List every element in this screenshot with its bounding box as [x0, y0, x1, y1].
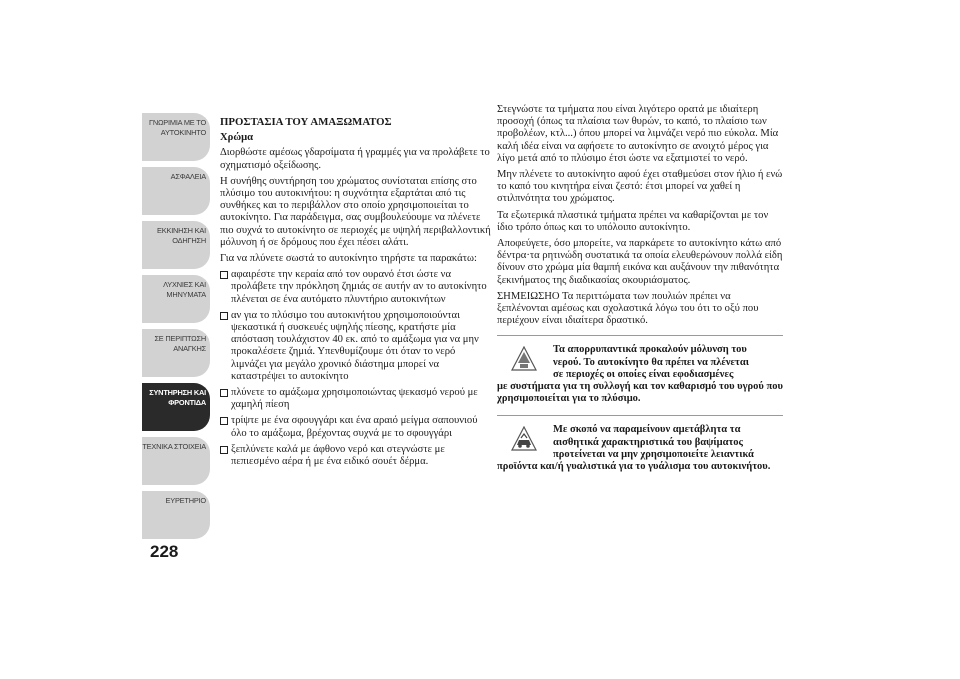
paragraph: Στεγνώστε τα τμήματα που είναι λιγότερο ορατά με ιδιαίτερη προσοχή (όπως τα πλαίσια των θυρών, το καπό, το πλαίσιο των προβολέων, κτλ...) όπου μπορεί να λιμνάζει νερό πιο εύκολα. Μία καλή ιδέα είναι να αφήσετε το αυτοκίνητο σε ανοιχτό μέρος για λίγο μετά από το πλύσιμο έτσι ώστε να εξατμιστεί το νερό. — [497, 104, 779, 164]
tab-index[interactable]: ΕΥΡΕΤΗΡΙΟ — [142, 491, 210, 539]
car-warning-triangle-icon — [511, 426, 537, 452]
tab-starting-driving[interactable]: ΕΚΚΙΝΗΣΗ ΚΑΙ ΟΔΗΓΗΣΗ — [142, 221, 210, 269]
paragraph: Μην πλένετε το αυτοκίνητο αφού έχει σταθμεύσει στον ήλιο ή ενώ το καπό του κινητήρα είναι ζεστό: έτσι μπορεί να χαθεί η στιλπνότητα του χρώματος. — [497, 169, 783, 205]
environment-note: Τα απορρυπαντικά προκαλούν μόλυνση του νερού. Το αυτοκίνητο θα πρέπει να πλένεται σε περιοχές οι οποίες είναι εφοδιασμένες με συστήματα για τη συλλογή και τον καθαρισμό του υγρού που χρησιμοποιείται για το πλύσιμο. — [497, 344, 783, 405]
paint-care-note: Με σκοπό να παραμείνουν αμετάβλητα τα αισθητικά χαρακτηριστικά του βαψίματος προτείνεται να μην χρησιμοποιείτε λειαντικά προϊόντα και/ή γυαλιστικά για το γυάλισμα του αυτοκινήτου. — [497, 424, 771, 473]
left-column — [220, 116, 492, 472]
checkbox-bullet-icon — [220, 446, 228, 454]
tab-getting-to-know[interactable]: ΓΝΩΡΙΜΙΑ ΜΕ ΤΟ ΑΥΤΟΚΙΝΗΤΟ — [142, 113, 210, 161]
checkbox-bullet-icon — [220, 312, 228, 320]
tab-technical-data[interactable]: ΤΕΧΝΙΚΑ ΣΤΟΙΧΕΙΑ — [142, 437, 210, 485]
page-number: 228 — [150, 542, 179, 561]
paragraph: Για να πλύνετε σωστά το αυτοκίνητο τηρήστε τα παρακάτω: — [220, 253, 477, 265]
checkbox-bullet-icon — [220, 271, 228, 279]
tab-safety[interactable]: ΑΣΦΑΛΕΙΑ — [142, 167, 210, 215]
section-subtitle: Χρώμα — [220, 132, 253, 144]
divider — [497, 415, 783, 416]
section-title: ΠΡΟΣΤΑΣΙΑ ΤΟΥ ΑΜΑΞΩΜΑΤΟΣ — [220, 116, 392, 128]
list-item: πλύνετε το αμάξωμα χρησιμοποιώντας ψεκασμό νερού με χαμηλή πίεση — [220, 387, 492, 411]
paragraph: Διορθώστε αμέσως γδαρσίματα ή γραμμές για να προλάβετε το σχηματισμό οξείδωσης. — [220, 147, 490, 171]
paragraph: Αποφεύγετε, όσο μπορείτε, να παρκάρετε το αυτοκίνητο κάτω από δέντρα·τα ρητινώδη συστατικά τα οποία ελευθερώνουν πολλά είδη δίνουν στο χρώμα μία θαμπή εικόνα και αυξάνουν την πιθανότητα ξεκινήματος της διαδικασίας σκουριάσματος. — [497, 238, 783, 286]
list-item: αφαιρέστε την κεραία από τον ουρανό έτσι ώστε να προλάβετε την πρόκληση ζημιάς σε αυτήν αν το αυτοκίνητο πλένεται σε ένα αυτόματο πλυντήριο αυτοκινήτων — [220, 269, 492, 306]
list-item: τρίψτε με ένα σφουγγάρι και ένα αραιό μείγμα σαπουνιού όλο το αμάξωμα, βρέχοντας συχνά με το σφουγγάρι — [220, 415, 492, 439]
washing-steps-list — [220, 269, 492, 468]
paragraph: Η συνήθης συντήρηση του χρώματος συνίσταται επίσης στο πλύσιμο του αυτοκινήτου: η συχνότητα εξαρτάται από τις συνθήκες και το περιβάλλον στο οποίο χρησιμοποιείται το αυτοκίνητο. Για παράδειγμα, σας συμβουλεύουμε να πλένετε πιο συχνά το αυτοκίνητο σε περιοχές με υψηλή περιβαλλοντική μόλυνση ή σε δρόμους που έχει πέσει αλάτι. — [220, 175, 491, 248]
right-column — [497, 104, 783, 473]
environment-triangle-icon — [511, 346, 537, 372]
tab-emergency[interactable]: ΣΕ ΠΕΡΙΠΤΩΣΗ ΑΝΑΓΚΗΣ — [142, 329, 210, 377]
tab-maintenance-care[interactable]: ΣΥΝΤΗΡΗΣΗ ΚΑΙ ΦΡΟΝΤΙΔΑ — [142, 383, 210, 431]
checkbox-bullet-icon — [220, 389, 228, 397]
list-item: ξεπλύνετε καλά με άφθονο νερό και στεγνώστε με πεπιεσμένο αέρα ή με ένα ειδικό σουέτ δέρμα. — [220, 444, 492, 468]
list-item: αν για το πλύσιμο του αυτοκινήτου χρησιμοποιούνται ψεκαστικά ή συσκευές υψηλής πίεσης, κρατήστε μία απόσταση τουλάχιστον 40 εκ. από το αμάξωμα για να μην προκαλέσετε ζημιά. Υπενθυμίζουμε ότι όταν το νερό λιμνάζει για μεγάλο χρονικό διάστημα μπορεί να καταστρέψει το αυτοκίνητο — [220, 310, 492, 383]
divider — [497, 335, 783, 336]
paragraph: Τα εξωτερικά πλαστικά τμήματα πρέπει να καθαρίζονται με τον ίδιο τρόπο όπως και το υπόλοιπο αυτοκίνητο. — [497, 209, 769, 233]
tab-lights-messages[interactable]: ΛΥΧΝΙΕΣ ΚΑΙ ΜΗΝΥΜΑΤΑ — [142, 275, 210, 323]
note-paragraph: ΣΗΜΕΙΩΣΗΟ Τα περιττώματα των πουλιών πρέπει να ξεπλένονται αμέσως και σχολαστικά λόγω του ότι το οξύ που περιέχουν είναι ιδιαίτερα δραστικό. — [497, 290, 759, 327]
checkbox-bullet-icon — [220, 417, 228, 425]
